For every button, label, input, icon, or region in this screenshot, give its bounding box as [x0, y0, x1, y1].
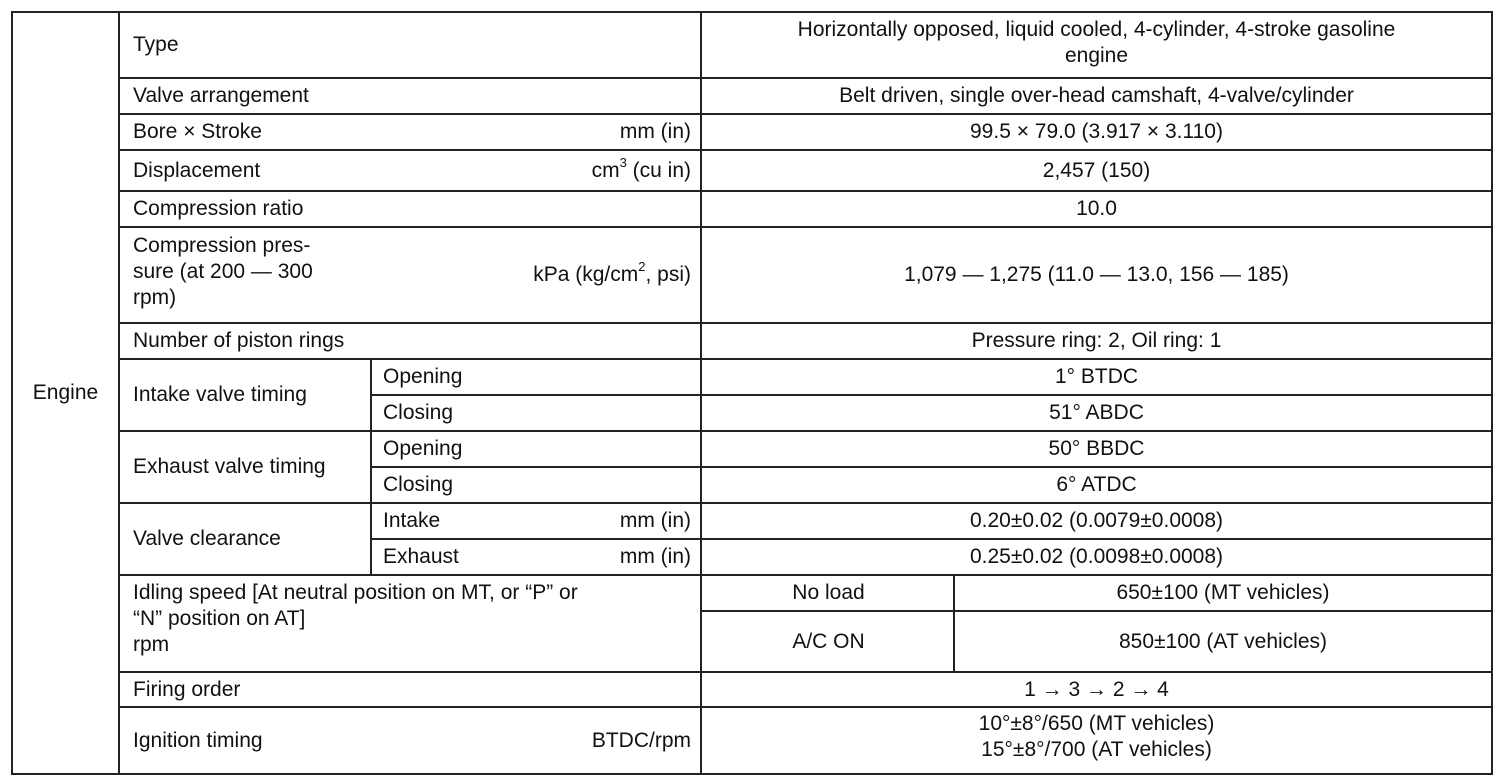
intake-opening-label: Opening: [383, 365, 463, 388]
exhaust-opening-label: Opening: [383, 437, 463, 460]
bore-stroke-unit: mm (in): [619, 120, 691, 143]
valve-clearance-exhaust-label: Exhaust: [383, 545, 459, 568]
type-value: Horizontally opposed, liquid cooled, 4-cylinder, 4-stroke gasoline engine: [797, 18, 1396, 67]
type-label: Type: [133, 33, 179, 56]
idling-ac-value: 850±100 (AT vehicles): [1118, 629, 1328, 653]
exhaust-opening-value: 50° BBDC: [1048, 437, 1145, 460]
valve-clearance-intake-unit: mm (in): [619, 509, 691, 532]
valve-arrangement-label: Valve arrangement: [133, 84, 309, 107]
valve-clearance-exhaust-unit: mm (in): [619, 545, 691, 568]
compression-pressure-value: 1,079 — 1,275 (11.0 — 13.0, 156 — 185): [904, 263, 1289, 286]
piston-rings-label: Number of piston rings: [133, 329, 345, 352]
compression-ratio-value: 10.0: [1076, 197, 1117, 220]
firing-order-value: 1 → 3 → 2 → 4: [1024, 677, 1169, 701]
idling-noload-label: No load: [792, 581, 865, 604]
compression-ratio-label: Compression ratio: [133, 197, 304, 220]
intake-opening-value: 1° BTDC: [1054, 365, 1139, 388]
valve-clearance-exhaust-value: 0.25±0.02 (0.0098±0.0008): [969, 545, 1224, 568]
valve-clearance-label: Valve clearance: [133, 527, 281, 550]
ignition-timing-label: Ignition timing: [133, 728, 263, 752]
intake-timing-label: Intake valve timing: [133, 383, 307, 406]
valve-clearance-intake-label: Intake: [383, 509, 441, 532]
valve-clearance-intake-value: 0.20±0.02 (0.0079±0.0008): [969, 509, 1224, 532]
firing-order-label: Firing order: [133, 677, 241, 701]
intake-closing-label: Closing: [383, 401, 454, 424]
ignition-timing-unit: BTDC/rpm: [591, 728, 691, 752]
exhaust-timing-label: Exhaust valve timing: [133, 455, 326, 478]
displacement-unit: $cm^3$ (cu in): [591, 154, 691, 182]
displacement-label: Displacement: [133, 158, 261, 182]
bore-stroke-value: 99.5 × 79.0 (3.917 × 3.110): [970, 120, 1223, 143]
exhaust-closing-label: Closing: [383, 473, 454, 496]
section-label: Engine: [32, 381, 99, 404]
idling-ac-label: A/C ON: [792, 629, 865, 653]
intake-closing-value: 51° ABDC: [1049, 401, 1144, 424]
bore-stroke-label: Bore × Stroke: [133, 120, 262, 143]
displacement-value: 2,457 (150): [1042, 158, 1151, 182]
compression-pressure-label: Compression pres- sure (at 200 — 300 rpm): [133, 234, 313, 309]
exhaust-closing-value: 6° ATDC: [1056, 473, 1137, 496]
idling-speed-label: Idling speed [At neutral position on MT, or “P” or “N” position on AT] rpm: [133, 581, 578, 656]
ignition-timing-value: 10°±8°/650 (MT vehicles) 15°±8°/700 (AT vehicles): [978, 712, 1215, 761]
idling-noload-value: 650±100 (MT vehicles): [1116, 581, 1330, 604]
compression-pressure-unit: kPa ($kg/cm^2$, psi): [533, 259, 691, 286]
valve-arrangement-value: Belt driven, single over-head camshaft, 4-valve/cylinder: [839, 84, 1354, 107]
piston-rings-value: Pressure ring: 2, Oil ring: 1: [971, 329, 1222, 352]
